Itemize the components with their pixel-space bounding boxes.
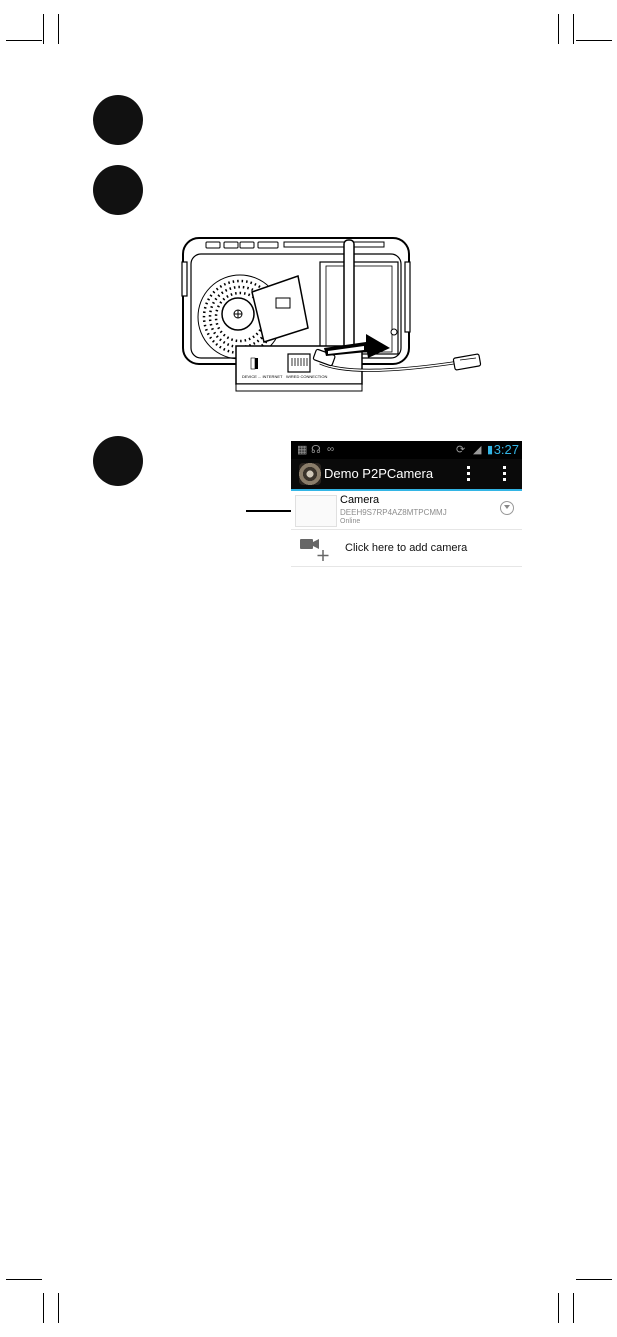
action-bar bbox=[291, 459, 522, 491]
camera-status: Online bbox=[340, 518, 361, 525]
headset-icon: ☊ bbox=[311, 444, 321, 456]
crop-mark bbox=[58, 14, 59, 44]
status-time: 3:27 bbox=[493, 442, 519, 457]
crop-mark bbox=[58, 1293, 59, 1323]
phone-app-screenshot bbox=[291, 441, 522, 569]
overflow-menu-icon-secondary[interactable] bbox=[503, 466, 507, 482]
crop-mark bbox=[573, 1293, 574, 1323]
crop-mark bbox=[576, 40, 612, 41]
camera-device-illustration bbox=[180, 232, 492, 398]
add-camera-label: Click here to add camera bbox=[345, 542, 468, 554]
top-buttons bbox=[206, 242, 278, 248]
crop-mark bbox=[573, 14, 574, 44]
chevron-down-icon[interactable] bbox=[500, 501, 514, 515]
app-camera-icon[interactable] bbox=[299, 463, 321, 485]
crop-mark bbox=[6, 1279, 42, 1280]
crop-mark bbox=[558, 1293, 559, 1323]
crop-mark bbox=[43, 14, 44, 44]
notification-icon: ▦ bbox=[297, 444, 308, 456]
app-title: Demo P2PCamera bbox=[324, 466, 434, 481]
camera-id: DEEH9S7RP4AZ8MTPCMMJ bbox=[340, 508, 447, 517]
callout-line bbox=[246, 510, 291, 512]
add-camera-button[interactable] bbox=[291, 530, 522, 567]
add-camera-icon bbox=[300, 537, 330, 561]
step-2-marker bbox=[93, 165, 143, 215]
step-3-marker bbox=[93, 436, 143, 486]
voicemail-icon: ∞ bbox=[327, 444, 335, 455]
step-1-marker bbox=[93, 95, 143, 145]
status-bar bbox=[291, 441, 522, 459]
sync-icon: ⟳ bbox=[456, 444, 466, 456]
crop-mark bbox=[6, 40, 42, 41]
crop-mark bbox=[43, 1293, 44, 1323]
crop-mark bbox=[576, 1279, 612, 1280]
camera-name: Camera bbox=[340, 494, 380, 506]
device-switch-label: DEVICE ... INTERNET bbox=[242, 374, 283, 379]
overflow-menu-icon[interactable] bbox=[467, 466, 471, 482]
camera-list-item[interactable] bbox=[291, 491, 522, 530]
battery-icon: ▮ bbox=[487, 444, 494, 456]
device-port-label: WIRED CONNECTION bbox=[286, 374, 328, 379]
signal-icon: ◢ bbox=[473, 444, 482, 456]
cable-plug-right bbox=[453, 354, 481, 370]
camera-thumbnail bbox=[295, 495, 337, 527]
crop-mark bbox=[558, 14, 559, 44]
